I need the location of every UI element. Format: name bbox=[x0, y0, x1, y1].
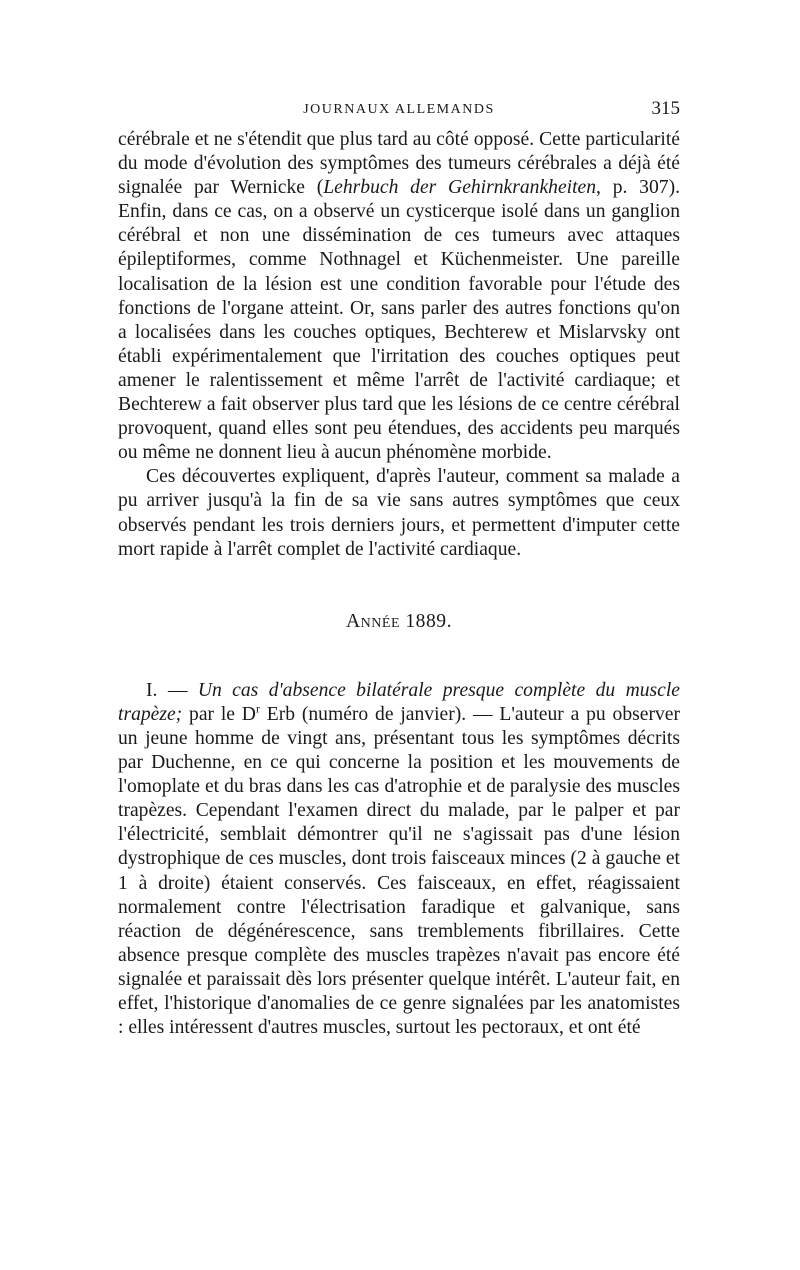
paragraph-continued bbox=[118, 128, 680, 465]
body-text bbox=[118, 128, 680, 1040]
paragraph-text: cérébrale et ne s'étendit que plus tard au côté opposé. Cette particularité du mode d'évolution des symptômes des tumeurs cérébrales a déjà été signalée par Wernicke ( bbox=[118, 129, 680, 199]
running-title: JOURNAUX ALLEMANDS bbox=[303, 102, 495, 117]
section-heading: Année 1889. bbox=[346, 610, 452, 632]
article-byline: par le D bbox=[182, 703, 256, 725]
book-title: Lehrbuch der Gehirnkrankheiten bbox=[323, 177, 597, 199]
article-title: Un cas d'absence bilatérale presque complète du muscle trapèze; bbox=[118, 679, 680, 725]
article-number: I. — bbox=[146, 679, 198, 701]
running-head bbox=[118, 98, 680, 122]
page-number: 315 bbox=[651, 98, 680, 119]
paragraph: Ces découvertes expliquent, d'après l'auteur, comment sa malade a pu arriver jusqu'à la fin de sa vie sans autres symptômes que ceux observés pendant les trois derniers jours, et permettent d'imputer cette mort rapide à l'arrêt complet de l'activité cardiaque. bbox=[118, 466, 680, 560]
article-byline-sup: r bbox=[255, 701, 260, 716]
article-entry bbox=[118, 679, 680, 1040]
paragraph-text: , p. 307). Enfin, dans ce cas, on a observé un cysticerque isolé dans un ganglion cérébral et non une dissémination de ces tumeurs avec attaques épileptiformes, comme Nothnagel et Küchenmeister. Une pareille localisation de la lésion est une condition favorable pour l'étude des fonctions de l'organe atteint. Or, sans parler des autres fonctions qu'on a localisées dans les couches optiques, Bechterew et Mislarvsky ont établi expérimentalement que l'irritation des couches optiques peut amener le ralentissement et même l'arrêt de l'activité cardiaque; et Bechterew a fait observer plus tard que les lésions de ce centre cérébral provoquent, quand elles sont peu étendues, des accidents peu marqués ou même ne donnent lieu à aucun phénomène morbide. bbox=[118, 177, 680, 464]
article-author-ref: Erb (numéro de janvier). — bbox=[259, 703, 500, 725]
article-body: L'auteur a pu observer un jeune homme de vingt ans, présentant tous les symptômes décrits par Duchenne, en ce qui concerne la position et les mouvements de l'omoplate et du bras dans les cas d'atrophie et de paralysie des muscles trapèzes. Cependant l'examen direct du malade, par le palper et par l'électricité, semblait démontrer qu'il ne s'agissait pas d'une lésion dystrophique de ces muscles, dont trois faisceaux minces (2 à gauche et 1 à droite) étaient conservés. Ces faisceaux, en effet, réagissaient normalement contre l'électrisation faradique et galvanique, sans réaction de dégénérescence, sans tremblements fibrillaires. Cette absence presque complète des muscles trapèzes n'avait pas encore été signalée et paraissait dès lors présenter quelque intérêt. L'auteur fait, en effet, l'historique d'anomalies de ce genre signalées par les anatomistes : elles intéressent d'autres muscles, surtout les pectoraux, et ont été bbox=[118, 703, 680, 1039]
